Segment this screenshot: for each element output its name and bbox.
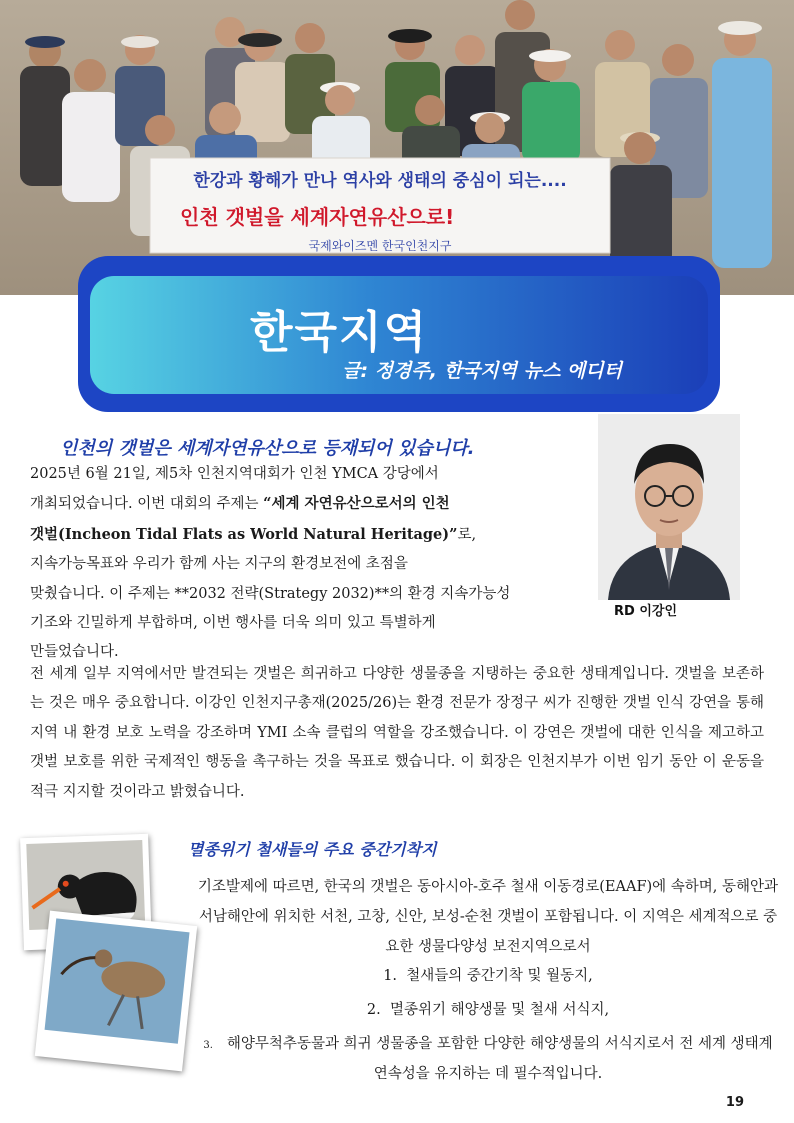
intro-line: 2025년 6월 21일, 제5차 인천지역대회가 인천 YMCA 강당에서 [30,466,439,482]
page-title: 한국지역 [249,307,428,358]
list-item: 3. 해양무척추동물과 희귀 생물종을 포함한 다양한 해양생물의 서식지로서 전 세계 생태계 연속성을 유지하는 데 필수적입니다. [203,1036,773,1082]
list-item: 2. 멸종위기 해양생물 및 철새 서식지, [366,1002,610,1018]
title-box [78,256,720,412]
title-gradient-panel [90,276,708,394]
banner-line1: 한강과 황해가 만나 역사와 생태의 중심이 되는.... [193,171,567,191]
intro-line: 개최되었습니다. 이번 대회의 주제는 “세계 자연유산으로서의 인천 [30,495,450,513]
section1-heading: 인천의 갯벌은 세계자연유산으로 등재되어 있습니다. [60,438,475,459]
banner-line3: 국제와이즈멘 한국인천지구 [308,239,452,253]
portrait-caption: RD 이강인 [614,604,678,619]
section2-paragraph: 기조발제에 따르면, 한국의 갯벌은 동아시아-호주 철새 이동경로(EAAF)에 속하며, 동해안과 서남해안에 위치한 서천, 고창, 신안, 보성-순천 갯벌이 포함됩니다. 이 지역은 세계적으로 중요한 생물다양성 보전지역으로서 [197,879,779,955]
intro-line: 지속가능목표와 우리가 함께 사는 지구의 환경보전에 초점을 [30,556,408,573]
section1-body-paragraph: 전 세계 일부 지역에서만 발견되는 갯벌은 희귀하고 다양한 생물종을 지탱하는 중요한 생태계입니다. 갯벌을 보존하는 것은 매우 중요합니다. 이강인 인천지구총재(2025/26)는 환경 전문가 장정구 씨가 진행한 갯벌 인식 강연을 통해 지역 내 환경 보호 노력을 강조하며 YMI 소속 클럽의 역할을 강조했습니다. 이 강연은 갯벌에 대한 인식을 제고하고 갯벌 보호를 위한 국제적인 행동을 촉구하는 것을 목표로 했습니다. 이 회장은 인천지부가 이번 임기 동안 이 운동을 적극 지지할 것이라고 밝혔습니다. [30,666,764,800]
section2-heading: 멸종위기 철새들의 주요 중간기착지 [188,840,437,859]
intro-line: 기조와 긴밀하게 부합하며, 이번 행사를 더욱 의미 있고 특별하게 [30,615,436,632]
banner [150,158,610,253]
intro-line: 맞췄습니다. 이 주제는 **2032 전략(Strategy 2032)**의 환경 지속가능성 [30,585,511,602]
curlew-photo [35,911,197,1072]
section1-intro-paragraph [30,460,590,668]
list-item: 1. 철새들의 중간기착 및 월동지, [383,968,593,984]
byline: 글: 정경주, 한국지역 뉴스 에디터 [342,360,622,382]
banner-line2: 인천 갯벌을 세계자연유산으로! [180,205,455,229]
portrait-photo [598,414,740,600]
intro-line: 만들었습니다. [30,644,119,661]
page-number: 19 [725,1095,744,1110]
intro-line: 갯벌(Incheon Tidal Flats as World Natural Heritage)”로, [30,525,477,543]
group-photo [0,0,794,295]
